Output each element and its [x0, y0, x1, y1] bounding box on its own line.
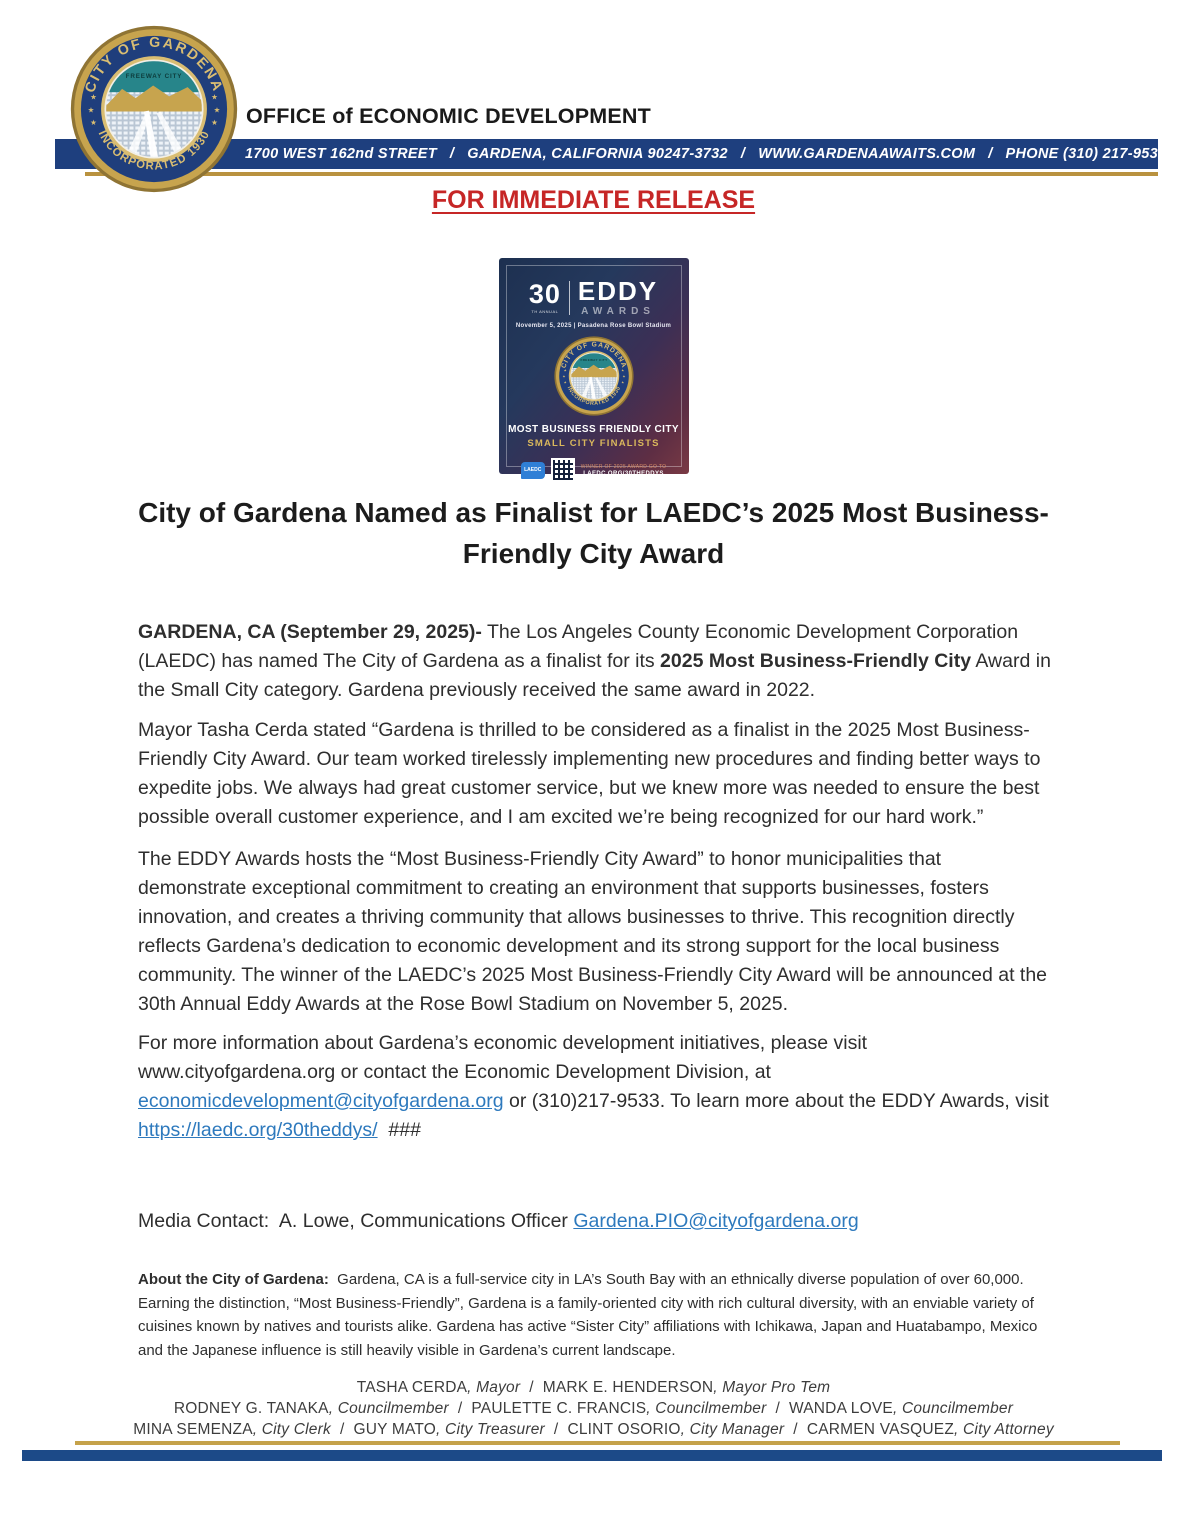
officials-line-2: RODNEY G. TANAKA, Councilmember / PAULETTE C. FRANCIS, Councilmember / WANDA LOVE, Councilmember: [173, 1400, 1014, 1417]
officials-line-3: MINA SEMENZA, City Clerk / GUY MATO, City Treasurer / CLINT OSORIO, City Manager / CARMEN VASQUEZ, City Attorney: [133, 1421, 1054, 1438]
city-of-gardena-seal-logo: [70, 25, 238, 193]
eddy-logo-divider: [569, 281, 570, 315]
eddy-footer-text: WINNER OF 2025 AWARD GO TO LAEDC.ORG/30THEDDYS: [580, 463, 667, 477]
paragraph-eddy-description: The EDDY Awards hosts the “Most Business-Friendly City Award” to honor municipalities that demonstrate exceptional commitment to creating an environment that supports businesses, fosters innovation, and creates a thriving community that allows businesses to thrive. This recognition directly reflects Gardena’s dedication to economic development and its strong support for the local business community. The winner of the LAEDC’s 2025 Most Business-Friendly City Award will be announced at the 30th Annual Eddy Awards at the Rose Bowl Stadium on November 5, 2025.: [138, 848, 1048, 1015]
hyperlink[interactable]: https://laedc.org/30theddys/: [138, 1119, 378, 1141]
footer-gold-rule: [75, 1441, 1120, 1445]
eddy-brand: [578, 278, 658, 317]
eddy-award-title: MOST BUSINESS FRIENDLY CITY: [508, 424, 679, 435]
eddy-awards-flyer-image: [499, 258, 689, 477]
footer-blue-bar: [22, 1450, 1162, 1461]
city-officials-block: [0, 1377, 1187, 1440]
paragraph-dateline: GARDENA, CA (September 29, 2025)- The Los Angeles County Economic Development Corporation (LAEDC) has named The City of Gardena as a finalist for its 2025 Most Business-Friendly City Award in the Small City category. Gardena previously received the same award in 2022.: [138, 621, 1051, 701]
qr-code: [551, 458, 575, 482]
eddy-flyer-frame: [506, 265, 682, 477]
office-title: OFFICE of ECONOMIC DEVELOPMENT: [246, 104, 651, 128]
eddy-flyer-city-seal: [554, 336, 634, 416]
eddy-flyer-footer: [521, 458, 667, 482]
seal-icon: [554, 336, 634, 416]
eddy-brand-sub: AWARDS: [581, 306, 655, 317]
hyperlink[interactable]: economicdevelopment@cityofgardena.org: [138, 1090, 504, 1112]
eddy-30-suffix: TH ANNUAL: [531, 309, 559, 314]
officials-line-1: TASHA CERDA, Mayor / MARK E. HENDERSON, Mayor Pro Tem: [356, 1379, 831, 1396]
press-release-title: City of Gardena Named as Finalist for LAEDC’s 2025 Most Business-Friendly City Award: [138, 497, 1049, 569]
eddy-brand-name: EDDY: [577, 276, 659, 306]
eddy-30-number: 30: [528, 279, 561, 309]
address-banner-text: 1700 WEST 162nd STREET / GARDENA, CALIFORNIA 90247-3732 / WWW.GARDENAAWAITS.COM / PHONE (310) 217-9533: [245, 146, 1167, 162]
eddy-logo-lockup: [529, 278, 658, 317]
paragraph-mayor-quote: Mayor Tasha Cerda stated “Gardena is thrilled to be considered as a finalist in the 2025 Most Business-Friendly City Award. Our team worked tirelessly implementing new procedures and finding better ways to expedite jobs. We always had great customer service, but we knew more was needed to ensure the best possible overall customer experience, and I am excited we’re being recognized for our hard work.”: [138, 719, 1041, 828]
about-section: About the City of Gardena: Gardena, CA is a full-service city in LA’s South Bay with an ethnically diverse population of over 60,000. Earning the distinction, “Most Business-Friendly”, Gardena is a family-oriented city with rich cultural diversity, with an enviable variety of cuisines known by natives and tourists alike. Gardena has active “Sister City” affiliations with Ichikawa, Japan and Huatabampo, Mexico and the Japanese influence is still heavily visible in Gardena’s current landscape.: [138, 1271, 1038, 1359]
media-contact-line: Media Contact: A. Lowe, Communications Officer Gardena.PIO@cityofgardena.org: [138, 1210, 859, 1232]
seal-icon: [70, 25, 238, 193]
for-immediate-release-label: FOR IMMEDIATE RELEASE: [431, 186, 756, 214]
eddy-event-info: November 5, 2025 | Pasadena Rose Bowl Stadium: [515, 323, 672, 329]
paragraph-more-info: For more information about Gardena’s economic development initiatives, please visit www.cityofgardena.org or contact the Economic Development Division, at economicdevelopment@cityofgardena.org or (310)217-9533. To learn more about the EDDY Awards, visit https://laedc.org/30theddys/ ###: [138, 1032, 1049, 1141]
eddy-30th-badge: [529, 281, 561, 314]
eddy-award-subtitle: SMALL CITY FINALISTS: [527, 438, 660, 449]
header-gold-rule: [85, 172, 1158, 176]
laedc-logo: LAEDC: [521, 462, 545, 479]
hyperlink[interactable]: Gardena.PIO@cityofgardena.org: [573, 1210, 859, 1232]
